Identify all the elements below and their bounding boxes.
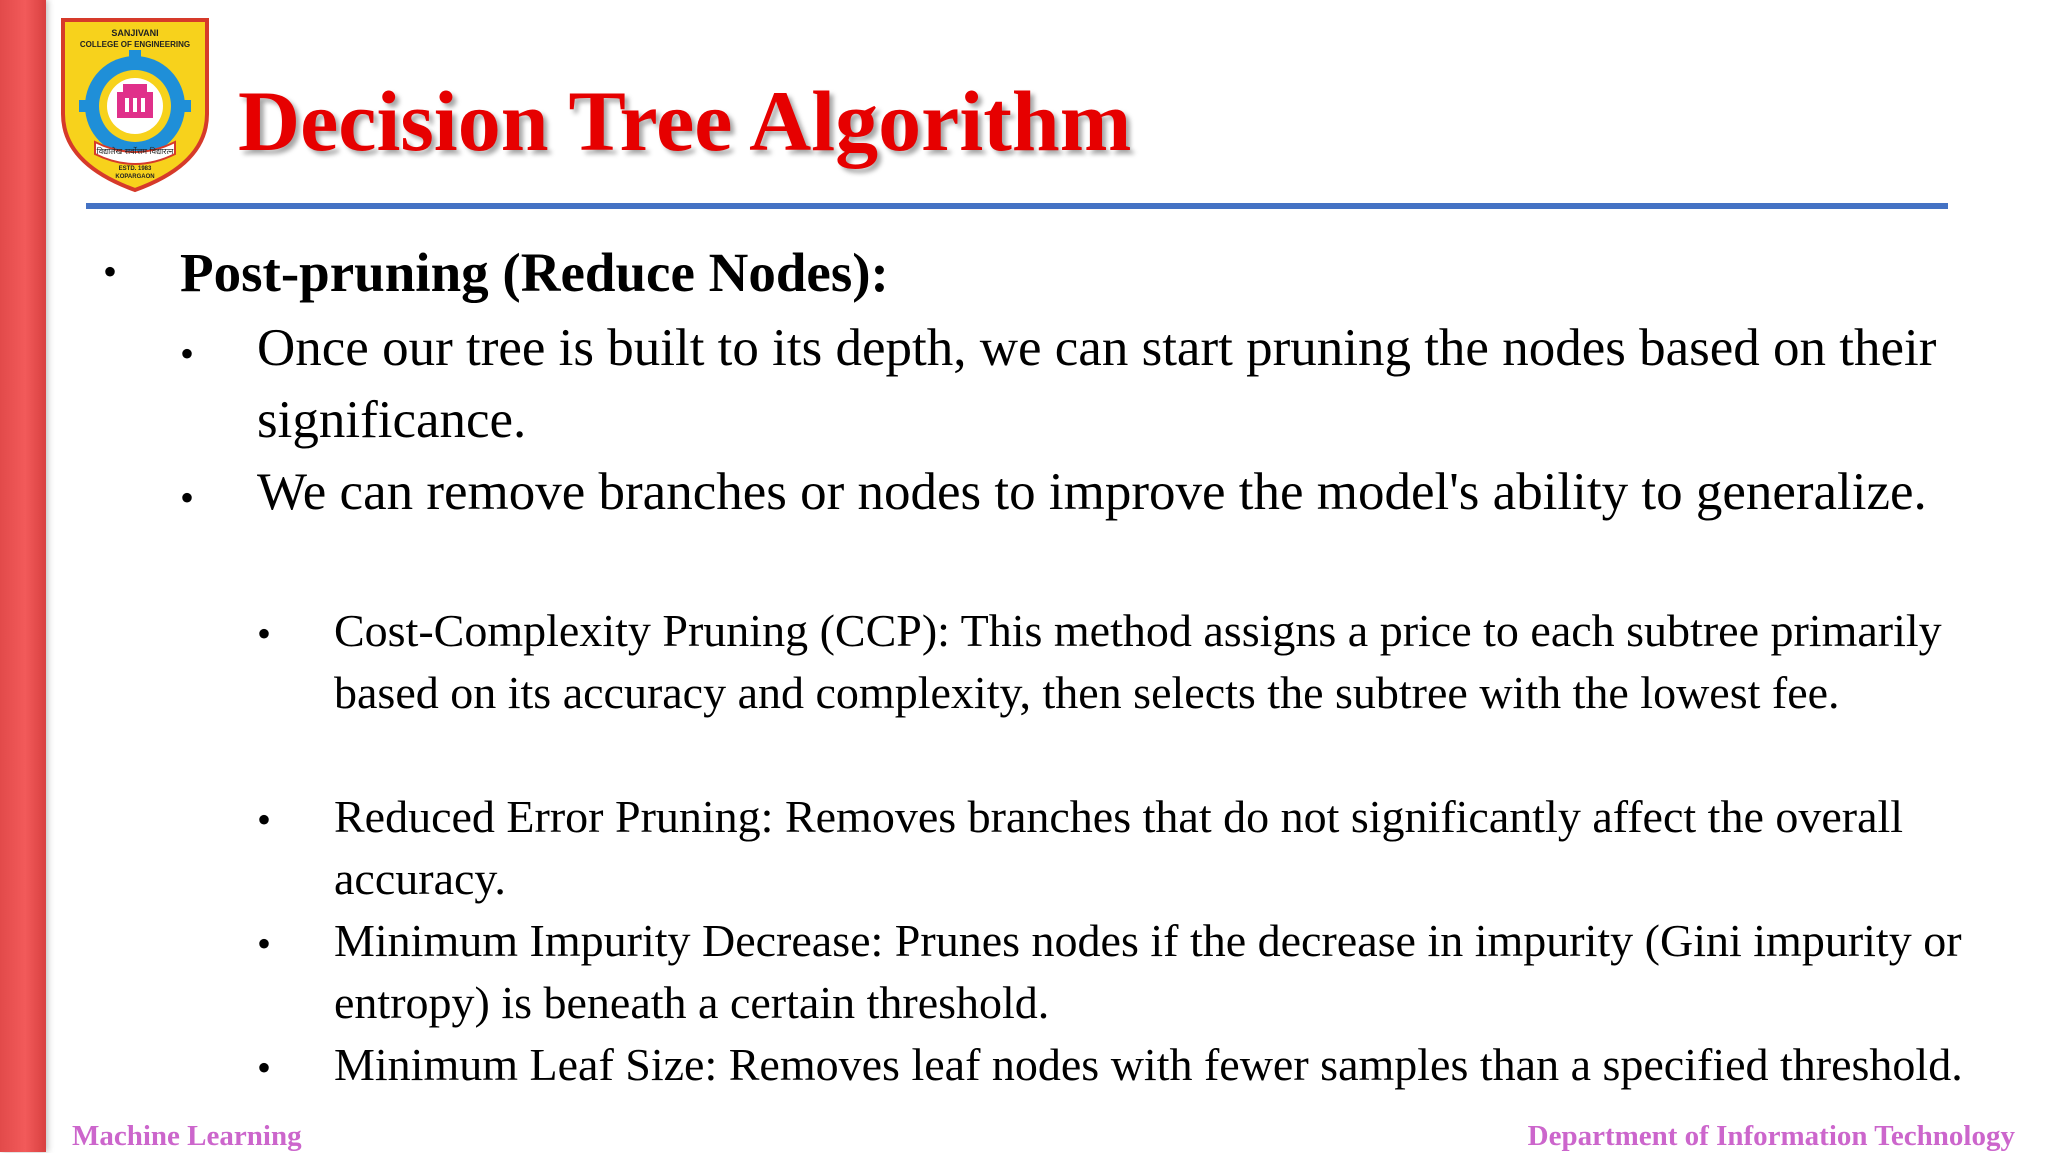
- footer-department: Department of Information Technology: [1527, 1120, 2015, 1152]
- sub-point-3: Minimum Impurity Decrease: Prunes nodes if the decrease in impurity (Gini impurity or entropy) is beneath a certain threshold.: [334, 915, 1962, 1028]
- point-1: Once our tree is built to its depth, we can start pruning the nodes based on their significance.: [257, 319, 1937, 449]
- sub-point-4: Minimum Leaf Size: Removes leaf nodes with fewer samples than a specified threshold.: [334, 1039, 1963, 1090]
- section-heading: Post-pruning (Reduce Nodes):: [180, 242, 889, 303]
- left-accent-bar: [0, 0, 46, 1152]
- logo-text-1: SANJIVANI: [111, 28, 159, 38]
- bullet: •: [257, 921, 272, 966]
- sub-point-1: Cost-Complexity Pruning (CCP): This method assigns a price to each subtree primarily based on its accuracy and complexity, then selects the subtree with the lowest fee.: [334, 605, 1942, 718]
- bullet: •: [180, 475, 195, 520]
- logo-text-2: COLLEGE OF ENGINEERING: [79, 40, 191, 49]
- bullet: •: [180, 331, 195, 376]
- logo-place: KOPARGAON: [115, 174, 155, 180]
- bullet: •: [257, 611, 272, 656]
- point-2: We can remove branches or nodes to improve the model's ability to generalize.: [257, 463, 1927, 521]
- slide-title: Decision Tree Algorithm: [238, 73, 1132, 169]
- logo-estd: ESTD. 1983: [118, 166, 152, 172]
- sub-point-2: Reduced Error Pruning: Removes branches that do not significantly affect the overall accuracy.: [334, 791, 1904, 904]
- footer-course: Machine Learning: [72, 1120, 302, 1152]
- bullet: •: [257, 797, 272, 842]
- logo-banner-text: विद्यालेख सर्वोत्तम विद्यारत्न: [96, 147, 174, 156]
- bullet: •: [257, 1045, 272, 1090]
- title-underline: [86, 203, 1948, 209]
- bullet: •: [103, 249, 118, 294]
- college-logo: [55, 14, 215, 194]
